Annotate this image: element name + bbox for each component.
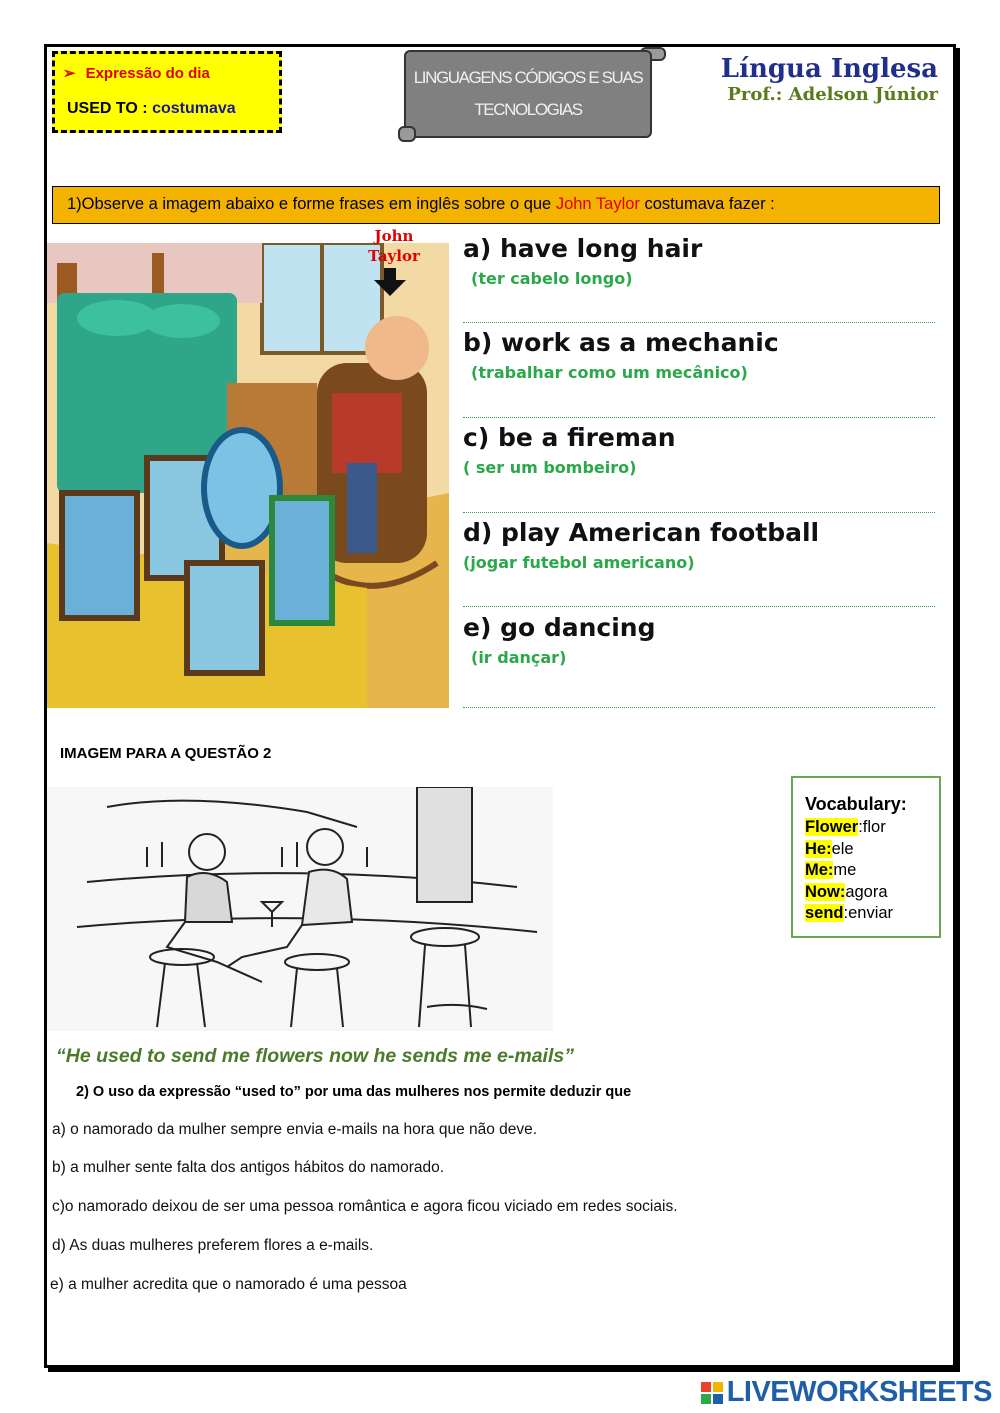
vocabulary-title: Vocabulary: — [805, 794, 907, 814]
question-item-b: b) work as a mechanic (trabalhar como um mecânico) — [463, 328, 935, 382]
bar-cartoon-illustration — [47, 787, 553, 1031]
answer-line-b[interactable] — [463, 417, 935, 418]
expression-term: USED TO : — [67, 100, 148, 117]
highlighted-name: John Taylor — [555, 195, 640, 213]
arrow-down-icon — [372, 268, 408, 298]
answer-option-d[interactable]: d) As duas mulheres preferem flores a e-mails. — [52, 1237, 374, 1254]
john-taylor-illustration — [47, 243, 449, 708]
vocabulary-entry: Now:agora — [805, 882, 888, 901]
vocabulary-entry: send:enviar — [805, 904, 894, 922]
question-item-d: d) play American football (jogar futebol americano) — [463, 518, 935, 572]
answer-line-e[interactable] — [463, 707, 935, 708]
vocabulary-entry: Me:me — [805, 861, 857, 879]
vocabulary-box — [791, 776, 941, 938]
answer-option-b[interactable]: b) a mulher sente falta dos antigos hábitos do namorado. — [52, 1159, 445, 1176]
banner-line-2: TECNOLOGIAS — [474, 100, 582, 119]
expression-meaning: costumava — [152, 100, 236, 117]
question-1-instruction: 1)Observe a imagem abaixo e forme frases em inglês sobre o que John Taylor costumava fazer : — [52, 186, 940, 224]
john-taylor-label: John Taylor — [368, 227, 420, 265]
subject-title: Língua Inglesa — [720, 54, 938, 84]
vocabulary-entry: Flower:flor — [805, 818, 886, 836]
vocabulary-entry: He:ele — [805, 839, 854, 858]
liveworksheets-brand[interactable]: LIVEWORKSHEETS — [701, 1376, 992, 1409]
question-item-e: e) go dancing (ir dançar) — [463, 613, 935, 667]
teacher-name: Prof.: Adelson Júnior — [727, 84, 938, 105]
answer-line-a[interactable] — [463, 322, 935, 323]
expression-of-day-box — [52, 51, 282, 133]
answer-line-d[interactable] — [463, 606, 935, 607]
cartoon-quote: “He used to send me flowers now he sends me e-mails” — [56, 1045, 574, 1067]
answer-line-c[interactable] — [463, 512, 935, 513]
liveworksheets-logo-icon — [701, 1382, 723, 1404]
answer-option-e[interactable]: e) a mulher acredita que o namorado é uma pessoa — [50, 1276, 407, 1293]
area-banner — [404, 50, 652, 138]
question-item-a: a) have long hair (ter cabelo longo) — [463, 234, 935, 288]
scroll-curl-icon — [398, 126, 416, 142]
banner-line-1: LINGUAGENS CÓDIGOS E SUAS — [413, 68, 643, 87]
expression-definition — [67, 100, 236, 118]
answer-option-a[interactable]: a) o namorado da mulher sempre envia e-mails na hora que não deve. — [52, 1121, 538, 1138]
expression-title: ➢ Expressão do dia — [63, 65, 210, 82]
answer-option-c[interactable]: c)o namorado deixou de ser uma pessoa romântica e agora ficou viciado em redes sociais. — [52, 1198, 678, 1215]
question-item-c: c) be a fireman ( ser um bombeiro) — [463, 423, 935, 477]
question-2-image-heading: IMAGEM PARA A QUESTÃO 2 — [60, 745, 272, 762]
question-2-prompt: 2) O uso da expressão “used to” por uma das mulheres nos permite deduzir que — [76, 1084, 632, 1100]
arrow-bullet-icon: ➢ — [63, 65, 76, 82]
